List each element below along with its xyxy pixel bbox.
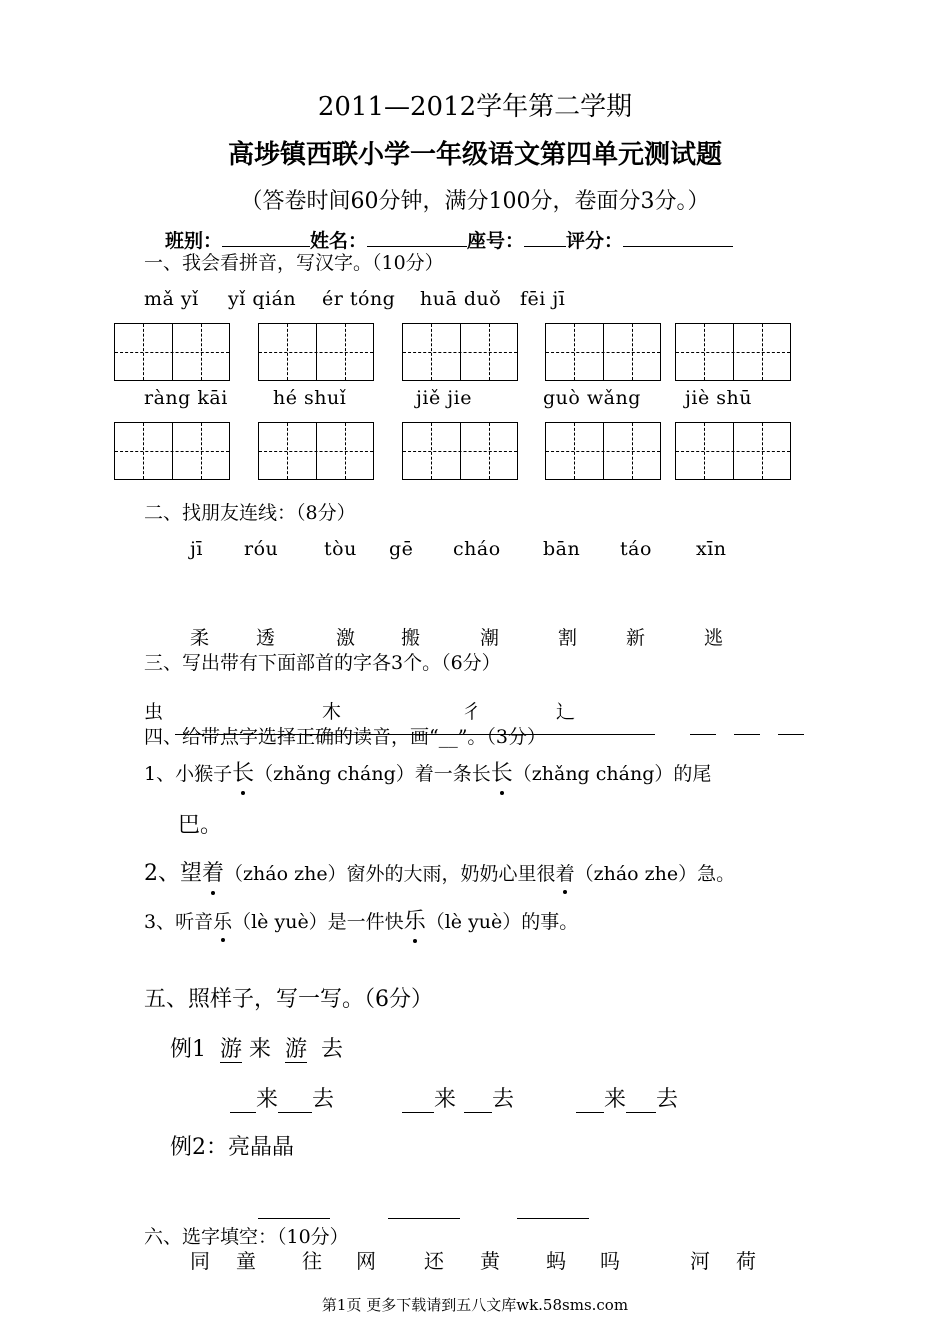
q2-pinyin: táo [620, 538, 652, 560]
q6-title: 六、选字填空：（10分） [144, 1226, 349, 1248]
strike-line [175, 734, 655, 735]
writing-box[interactable] [402, 422, 518, 480]
score-blank [623, 228, 733, 247]
q1-pinyin-5: fēi jī [520, 288, 566, 310]
q6-char: 往 [302, 1249, 322, 1273]
q2-char: 逃 [704, 627, 724, 649]
q2-pinyin: jī [190, 538, 203, 560]
class-blank [222, 228, 310, 247]
q2-title: 二、找朋友连线：（8分） [144, 502, 356, 524]
q1-pinyin-6: ràng kāi [144, 387, 228, 409]
q2-pinyin: róu [244, 538, 279, 560]
q1-pinyin-1: mǎ yǐ [144, 288, 199, 310]
q5-blank-2[interactable]: 来 去 [402, 1082, 514, 1113]
q5-title: 五、照样子，写一写。（6分） [144, 987, 433, 1012]
q6-char: 还 [424, 1249, 444, 1273]
q6-char: 蚂 [546, 1249, 566, 1273]
q6-char: 同 [190, 1249, 210, 1273]
seat-label: 座号： [467, 230, 525, 252]
q5-blank-1[interactable]: 来 去 [230, 1082, 334, 1113]
writing-box[interactable] [675, 422, 791, 480]
q4-title: 四、给带点字选择正确的读音，画“__”。（3分） [144, 726, 547, 748]
writing-box[interactable] [545, 323, 661, 381]
q3-radical: 木 [322, 701, 342, 723]
writing-box[interactable] [675, 323, 791, 381]
q2-pinyin: xīn [696, 538, 727, 560]
writing-box[interactable] [258, 422, 374, 480]
q2-char: 搬 [401, 627, 421, 649]
q2-pinyin: tòu [324, 538, 357, 560]
q4-sentence-2: 2、望着（zháo zhe）窗外的大雨，奶奶心里很着（zháo zhe）急。 [144, 856, 735, 887]
dash-line [778, 734, 804, 735]
q4-sentence-1: 1、小猴子长（zhǎng cháng）着一条长长（zhǎng cháng）的尾 [144, 756, 711, 787]
q4-sentence-1-cont: 巴。 [178, 813, 223, 838]
q6-char: 河 [690, 1249, 710, 1273]
q1-pinyin-3: ér tóng [322, 288, 396, 310]
exam-title: 高埗镇西联小学一年级语文第四单元测试题 [227, 140, 722, 170]
q6-char: 童 [236, 1249, 256, 1273]
q6-char: 网 [356, 1249, 376, 1273]
class-label: 班别： [165, 230, 223, 252]
q2-pinyin: cháo [453, 538, 501, 560]
q5-example-2: 例2：亮晶晶 [170, 1135, 294, 1160]
exam-instructions: （答卷时间60分钟，满分100分，卷面分3分。） [240, 189, 710, 214]
writing-box[interactable] [114, 323, 230, 381]
q5-example-1: 例1 游 来 游 去 [170, 1037, 344, 1062]
page-footer: 第1页 更多下载请到五八文库wk.58sms.com [321, 1296, 629, 1314]
q1-pinyin-9: guò wǎng [543, 387, 641, 409]
q2-pinyin: bān [543, 538, 581, 560]
writing-box[interactable] [114, 422, 230, 480]
q6-char: 黄 [480, 1249, 500, 1273]
q1-pinyin-7: hé shuǐ [273, 387, 347, 409]
q3-radical: 彳 [462, 701, 482, 723]
q6-char: 吗 [600, 1249, 620, 1273]
q1-pinyin-10: jiè shū [685, 387, 752, 409]
q2-char: 新 [626, 627, 646, 649]
dash-line [734, 734, 760, 735]
q3-radical: 辶 [556, 701, 576, 723]
exam-term-title: 2011—2012学年第二学期 [317, 92, 633, 122]
writing-box[interactable] [258, 323, 374, 381]
answer-line[interactable] [388, 1218, 460, 1219]
q1-title: 一、我会看拼音，写汉字。（10分） [144, 252, 444, 274]
answer-line[interactable] [258, 1218, 330, 1219]
writing-box[interactable] [402, 323, 518, 381]
seat-blank [524, 228, 566, 247]
q2-char: 割 [558, 627, 578, 649]
answer-line[interactable] [517, 1218, 589, 1219]
q2-char: 潮 [480, 627, 500, 649]
q4-sentence-3: 3、听音乐（lè yuè）是一件快乐（lè yuè）的事。 [144, 904, 578, 935]
score-label: 评分： [566, 230, 624, 252]
dash-line [690, 734, 716, 735]
q3-radical: 虫 [144, 701, 164, 723]
q6-char: 荷 [736, 1249, 756, 1273]
q1-pinyin-2: yǐ qián [228, 288, 297, 310]
q2-char: 柔 [190, 627, 210, 649]
writing-box[interactable] [545, 422, 661, 480]
q2-char: 透 [256, 627, 276, 649]
q2-char: 激 [336, 627, 356, 649]
q3-title: 三、写出带有下面部首的字各3个。（6分） [144, 652, 501, 674]
q1-pinyin-4: huā duǒ [420, 288, 502, 310]
name-blank [367, 228, 467, 247]
name-label: 姓名： [310, 230, 368, 252]
q2-pinyin: gē [389, 538, 414, 560]
q5-blank-3[interactable]: 来 去 [576, 1082, 678, 1113]
q1-pinyin-8: jiě jie [416, 387, 472, 409]
